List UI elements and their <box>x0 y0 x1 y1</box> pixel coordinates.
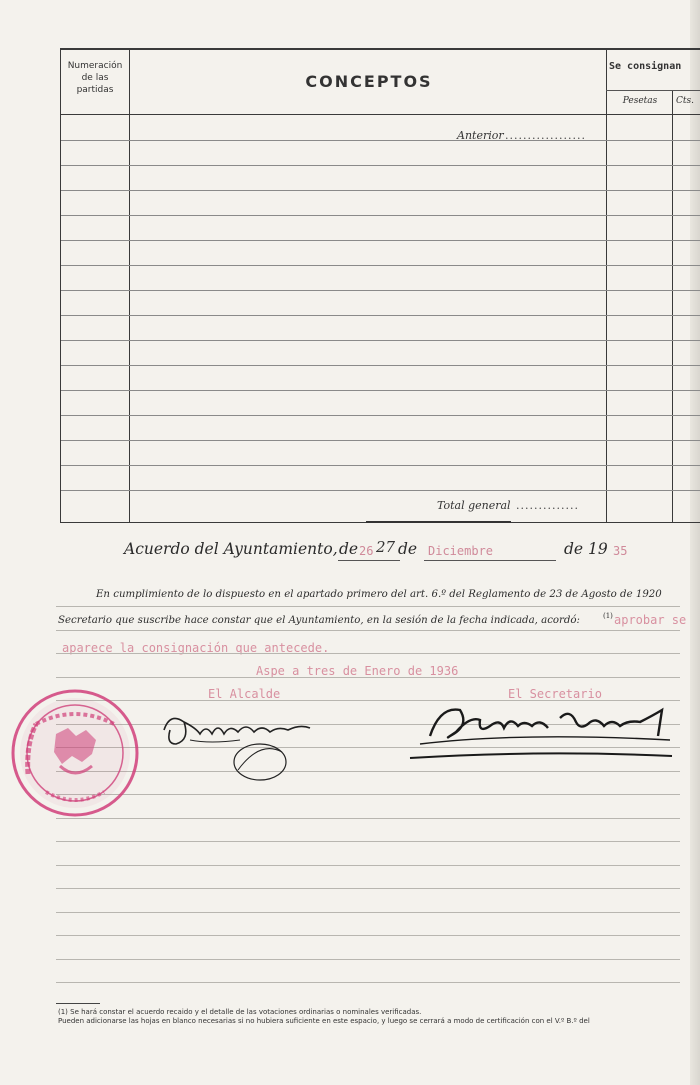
ruled-line <box>56 888 680 889</box>
acuerdo-year-prefix: de 19 <box>564 540 608 558</box>
ledger-row-line <box>61 265 700 266</box>
ledger-row-line <box>61 290 700 291</box>
total-general-dots: .............. <box>516 499 579 512</box>
header-sub-separator <box>606 90 700 91</box>
header-num-line2: de las <box>81 73 109 83</box>
ledger-row-line <box>61 165 700 166</box>
alcalde-label: El Alcalde <box>208 687 281 701</box>
body-line-3-typed: aparece la consignación que antecede. <box>62 641 330 655</box>
date-month-typed: Diciembre <box>428 544 494 558</box>
ledger-row-line <box>61 340 700 341</box>
body-line-2: Secretario que suscribe hace constar que el Ayuntamiento, en la sesión de la fecha indicada, acordó: <box>58 615 580 626</box>
ruled-line <box>56 630 680 631</box>
ruled-line <box>56 653 680 654</box>
ruled-line <box>56 982 680 983</box>
col-divider-num <box>129 50 130 522</box>
footnote-separator <box>56 1003 100 1004</box>
ledger-row-line <box>61 240 700 241</box>
ruled-line <box>56 912 680 913</box>
municipal-seal-stamp <box>6 684 144 822</box>
footnote-2: Pueden adicionarse las hojas en blanco necesarias si no hubiera suficiente en este espacio, y luego se cerrará a modo de certificación con el V.º B.º del <box>58 1017 590 1025</box>
col-divider-concepts <box>606 50 607 522</box>
ruled-line <box>56 959 680 960</box>
ruled-line <box>56 606 680 607</box>
date-day-typed: 26 <box>359 544 374 558</box>
ruled-line <box>56 935 680 936</box>
ledger-row-line <box>61 465 700 466</box>
header-cts: Cts. <box>676 96 694 106</box>
ledger-row-line <box>61 440 700 441</box>
acuerdo-de-1: de <box>339 540 359 558</box>
footnote-ref: (1) <box>603 612 613 620</box>
ledger-row-line <box>61 215 700 216</box>
total-general-label: Total general <box>437 499 511 512</box>
header-num-line3: partidas <box>76 85 114 95</box>
ledger-row-line <box>61 190 700 191</box>
date-day-handwritten: 27 <box>376 538 396 556</box>
ledger-row-line <box>61 365 700 366</box>
ledger-table <box>60 48 700 523</box>
date-month-underline <box>424 560 556 561</box>
header-numeracion <box>61 60 129 96</box>
table-end-rule <box>366 521 511 523</box>
ledger-row-line <box>61 315 700 316</box>
ledger-row-line <box>61 490 700 491</box>
date-day-underline <box>338 560 400 561</box>
body-line-1: En cumplimiento de lo dispuesto en el apartado primero del art. 6.º del Reglamento de 23 de Agosto de 1920 <box>96 589 662 600</box>
alcalde-signature <box>150 700 330 790</box>
header-num-line1: Numeración <box>67 61 123 71</box>
body-line-2-typed: aprobar se <box>614 613 687 627</box>
footnote-1: (1) Se hará constar el acuerdo recaido y el detalle de las votaciones ordinarias o nominales verificadas. <box>58 1008 422 1016</box>
ledger-row-line <box>61 390 700 391</box>
ruled-line <box>56 794 680 795</box>
header-conceptos: CONCEPTOS <box>305 72 433 91</box>
ledger-row-line <box>61 415 700 416</box>
anterior-dots: .................. <box>505 129 586 142</box>
ruled-line <box>56 677 680 678</box>
col-divider-pesetas <box>672 90 673 522</box>
secretario-label: El Secretario <box>508 687 602 701</box>
header-se-consignan: Se consignan <box>609 61 682 72</box>
header-pesetas: Pesetas <box>622 96 658 106</box>
ruled-line <box>56 841 680 842</box>
place-date-typed: Aspe a tres de Enero de 1936 <box>256 664 459 678</box>
secretario-signature <box>400 696 680 776</box>
acuerdo-heading: Acuerdo del Ayuntamiento, <box>124 540 338 558</box>
ledger-row-line <box>61 140 700 141</box>
date-year-typed: 35 <box>613 544 628 558</box>
acuerdo-de-2: de <box>398 540 418 558</box>
ruled-line <box>56 865 680 866</box>
header-separator <box>61 114 700 115</box>
ruled-line <box>56 818 680 819</box>
anterior-label: Anterior <box>457 129 504 142</box>
